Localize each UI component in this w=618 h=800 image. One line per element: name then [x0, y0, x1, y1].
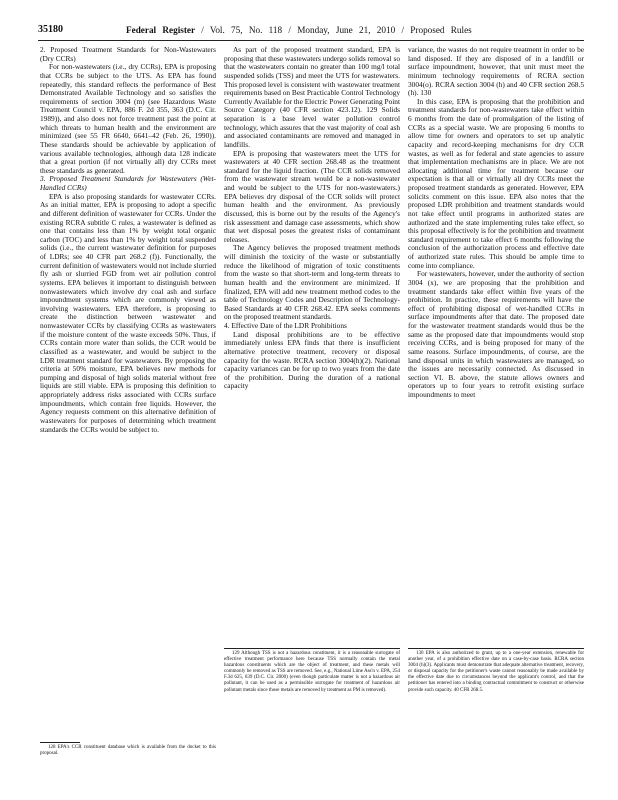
text-column-3 — [408, 46, 584, 400]
paragraph: As part of the proposed treatment standard, EPA is proposing that these wastewaters undergo solids removal so that the wastewaters contain no greater than 100 mg/l total suspended solids (TSS) and meet the UTS for wastewaters. This proposed level is consistent with wastewater treatment requirements based on Best Practicable Control Technology Currently Available for the Electric Power Generating Point Source Category (40 CFR section 423.12). 129 Solids separation is a base level water pollution control technology, which assures that the vast majority of coal ash and associated contaminants are removed and managed in landfills. — [224, 45, 400, 149]
paragraph: EPA is proposing that wastewaters meet the UTS for wastewaters at 40 CFR section 268.48 as the treatment standard for the liquid fraction. (The CCR solids removed from the wastewater stream would be a non-wastewater and would be subject to the UTS for non-wastewaters.) EPA believes dry disposal of the CCR solids will protect human health and the environment. As previously discussed, this is borne out by the results of the Agency's risk assessment and damage case assessments, which show that wet disposal poses the greatest risks of contaminant releases. — [224, 148, 400, 244]
paragraph: 3. Proposed Treatment Standards for Wastewaters (Wet-Handled CCRs) — [40, 174, 216, 192]
running-head — [126, 25, 472, 35]
paragraph: For wastewaters, however, under the authority of section 3004 (x), we are proposing that the prohibition and treatment standards take effect within five years of the prohibition. In practice, these requirements will have the effect of prohibiting disposal of wet-handled CCRs in surface impoundments after that date. The proposed date for the wastewater treatment standards would thus be the same as the proposed date that impoundments would stop receiving CCRs, and is being proposed for many of the same reasons. Surface impoundments, of course, are the land disposal units in which wastewaters are managed, so the issues are necessarily connected. As discussed in section VI. B. above, the statute allows owners and operators up to four years to retrofit existing surface impoundments to meet — [408, 269, 584, 399]
paragraph: 2. Proposed Treatment Standards for Non-Wastewaters (Dry CCRs) — [40, 45, 216, 63]
page-header — [38, 22, 583, 38]
paragraph: The Agency believes the proposed treatment methods will diminish the toxicity of the waste or substantially reduce the likelihood of migration of toxic constituents from the waste so that short-term and long-term threats to human health and the environment are minimized. If finalized, EPA will add new treatment method codes to the table of Technology Codes and Description of Technology-Based Standards at 40 CFR 268.42. EPA seeks comments on the proposed treatment standards. — [224, 243, 400, 322]
issue-info: / Vol. 75, No. 118 / Monday, June 21, 2010 / Proposed Rules — [201, 25, 472, 35]
footnote-text: 130 EPA is also authorized to grant, up to a one-year extension, renewable for another year, of a prohibition effective date on a case-by-case basis. RCRA section 3004 (h)(3). Applicants must demonstrate that adequate alternative treatment, recovery, or disposal capacity for the petitioner's waste cannot reasonably be made available by the effective date due to circumstances beyond the applicant's control, and that the petitioner has entered into a binding contractual commitment to construct or otherwise provide such capacity. 40 CFR 268.5. — [408, 651, 584, 693]
footnote-130 — [408, 651, 584, 694]
footnote-128 — [40, 745, 216, 757]
page-number: 35180 — [38, 24, 63, 35]
header-rule — [38, 40, 584, 41]
paragraph: 4. Effective Date of the LDR Prohibitions — [224, 321, 347, 330]
paragraph: Land disposal prohibitions are to be effective immediately unless EPA finds that there is insufficient alternative protective treatment, recovery or disposal capacity for the waste. RCRA section 3004(h)(2). National capacity variances can be for up to two years from the date of the prohibition. During the duration of a national capacity — [224, 329, 400, 391]
footnote-text: 129 Although TSS is not a hazardous constituent, it is a reasonable surrogate of effective treatment performance here because TSS normally contain the metal hazardous constituents which are the object of treatment, and these metals will commonly be removed as TSS are removed. See, e.g., National Lime Ass'n v. EPA, 254 F.3d 625, 639 (D.C. Cir. 2000) (even though particulate matter is not a hazardous air pollutant, it can be used as a permissible surrogate for treatment of hazardous air pollutant metals since those metals are removed by treatment as PM is removed). — [224, 651, 400, 693]
footnote-rule — [224, 648, 400, 649]
footnote-rule — [40, 742, 80, 743]
footnote-129 — [224, 651, 400, 694]
text-column-1 — [40, 46, 216, 434]
journal-name: Federal Register — [126, 25, 195, 35]
paragraph: In this case, EPA is proposing that the prohibition and treatment standards for non-wastewaters take effect within 6 months from the date of promulgation of the listing of CCRs as a special waste. We are proposing 6 months to allow time for owners and operators to set up analytic capacity and record-keeping mechanisms for dry CCR wastes, as well as for federal and state agencies to assure that implementation mechanisms are in place. We are not allocating additional time for treatment because our expectation is that all or virtually all dry CCRs meet the proposed treatment standards as generated. However, EPA solicits comment on this issue. EPA also notes that the proposed LDR prohibition and treatment standards would not take effect until programs in authorized states are authorized and the state implementing rules take effect, so this proposal effectively is for the prohibition and treatment standard requirement to take effect 6 months following the conclusion of the authorization process and effective date of authorized state rules. This should be ample time to come into compliance. — [408, 96, 584, 270]
paragraph: variance, the wastes do not require treatment in order to be land disposed. If they are disposed of in a landfill or surface impoundment, however, that unit must meet the minimum technology requirements of RCRA section 3004(o). RCRA section 3004 (h) and 40 CFR section 268.5 (h). 130 — [408, 45, 584, 98]
paragraph: For non-wastewaters (i.e., dry CCRs), EPA is proposing that CCRs be subject to the UTS. As EPA has found repeatedly, this standard reflects the performance of Best Demonstrated Available Technology and so satisfies the requirements of section 3004 (m) (see Hazardous Waste Treatment Council v. EPA, 886 F. 2d 355, 363 (D.C. Cir. 1989)), and also does not force treatment past the point at which threats to human health and the environment are minimized (see 55 FR 6640, 6641–42 (Feb. 26, 1990)). These standards should be achievable by application of various available technologies, although data 128 indicate that a great portion (if not virtually all) dry CCRs meet these standards as generated. — [40, 62, 216, 175]
paragraph: EPA is also proposing standards for wastewater CCRs. As an initial matter, EPA is proposing to adopt a specific and different definition of wastewater for CCRs. Under the existing RCRA subtitle C rules, a wastewater is defined as one that contains less than 1% by weight total organic carbon (TOC) and less than 1% by weight total suspended solids (i.e., the current wastewater definition for purposes of LDRs; see 40 CFR part 268.2 (f)). Functionally, the current definition of wastewaters would not include slurried fly ash or slurried FGD from wet air pollution control systems. EPA believes it important to distinguish between nonwastewaters which involve dry coal ash and surface impoundment systems which are commonly viewed as involving wastewaters. EPA therefore, is proposing to create the distinction between wastewater and nonwastewater CCRs by classifying CCRs as wastewaters if the moisture content of the waste exceeds 50%. Thus, if CCRs contain more water than solids, the CCR would be classified as a wastewater, and would be subject to the LDR treatment standard for wastewaters. By proposing the criteria at 50% moisture, EPA believes new methods for pumping and disposal of high solids material without free liquids are still viable. EPA is proposing this definition to appropriately address risks associated with CCRs surface impoundments, which contain free liquids. However, the Agency requests comment on this alternative definition of wastewaters for purposes of determining which treatment standards the CCRs would be subject to. — [40, 191, 216, 434]
text-column-2 — [224, 46, 400, 391]
footnote-text: 128 EPA's CCR constituent database which is available from the docket to this proposal. — [40, 745, 216, 757]
footnote-rule — [408, 648, 584, 649]
